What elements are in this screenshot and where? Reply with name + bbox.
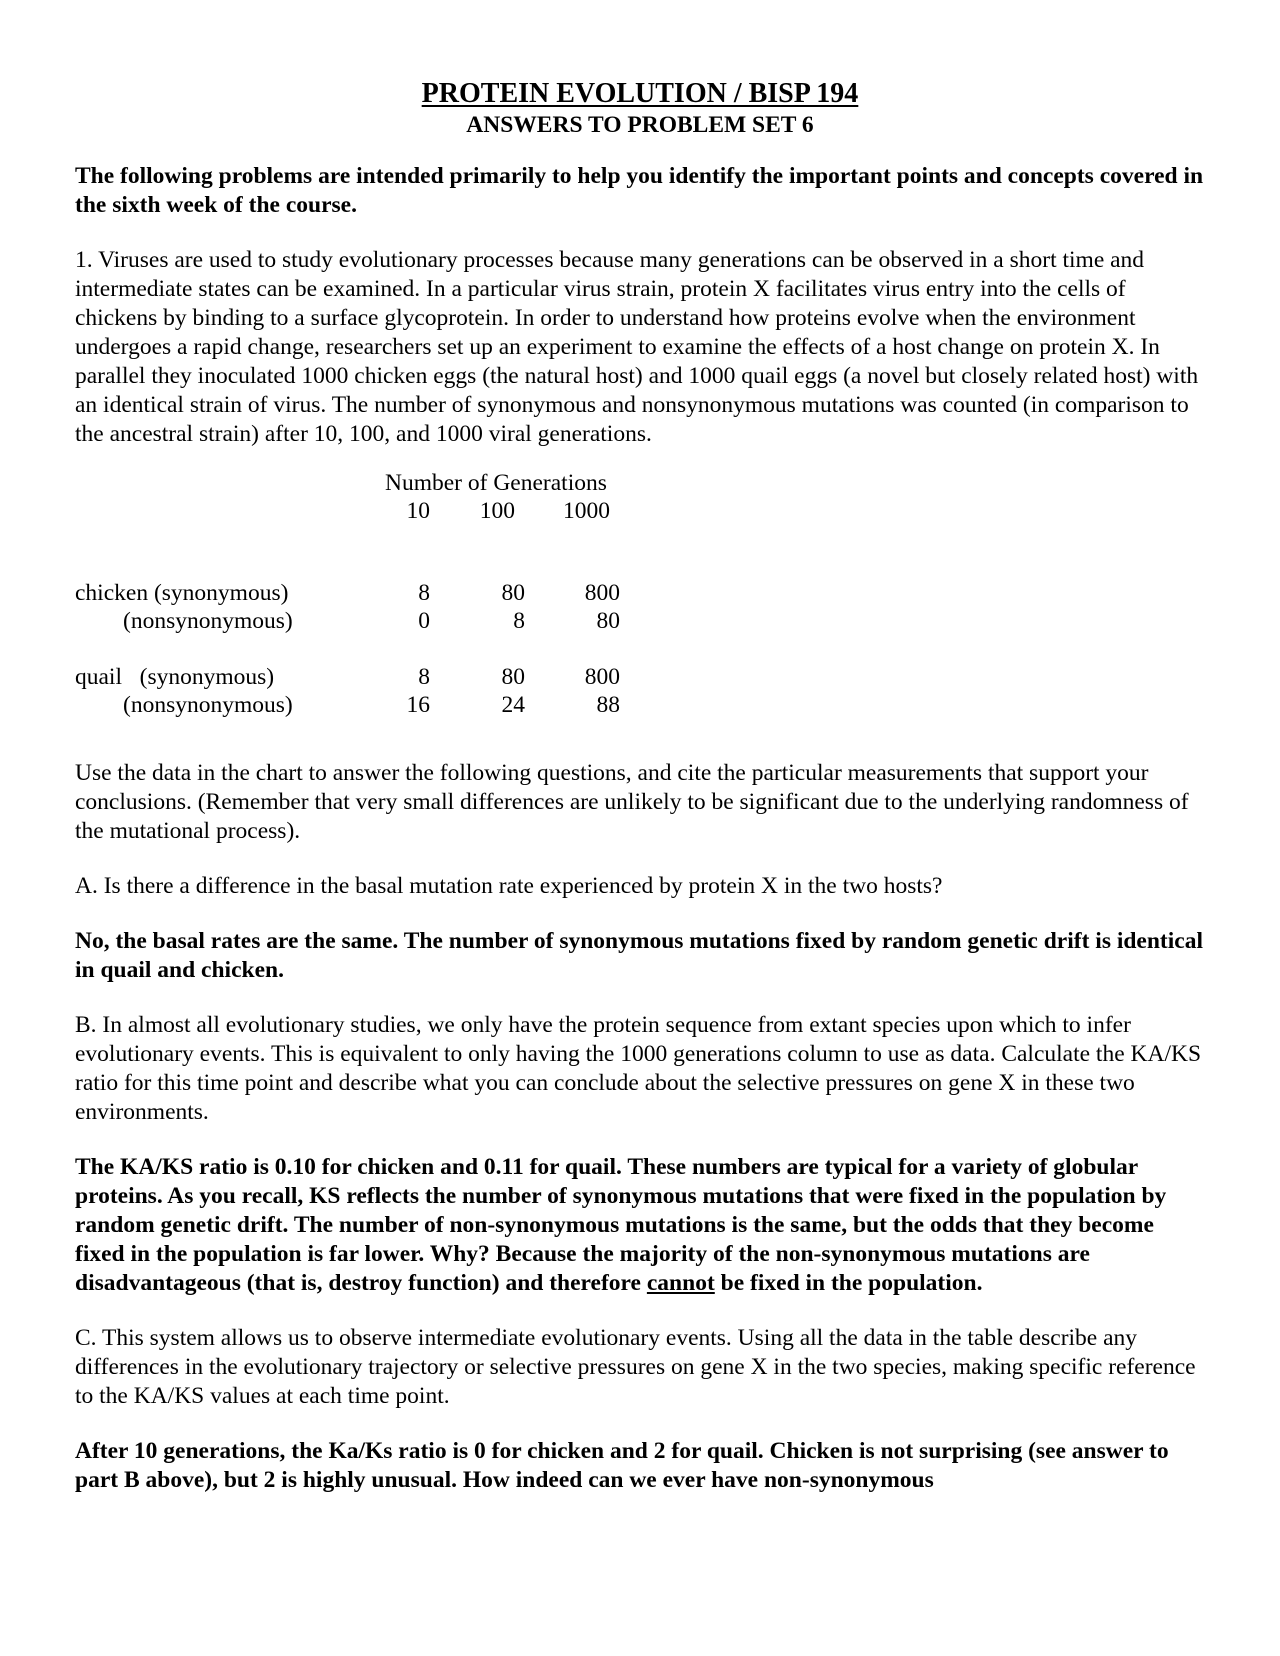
answer-c: After 10 generations, the Ka/Ks ratio is 0 for chicken and 2 for quail. Chicken is not surprising (see answer to part B above), but 2 is highly unusual. How indeed can we ever have non-synonymous [75,1438,1169,1493]
answer-b [75,1153,1205,1298]
table-cell: 8 [418,664,430,690]
row-label-quail-synonymous: quail (synonymous) [75,664,275,690]
answer-b-underlined-word: cannot [646,1270,715,1296]
table-cell: 16 [406,692,430,718]
row-label-chicken-nonsynonymous: (nonsynonymous) [123,608,293,634]
document-subtitle: ANSWERS TO PROBLEM SET 6 [466,112,814,138]
question-c: C. This system allows us to observe intermediate evolutionary events. Using all the data in the table describe any differences in the evolutionary trajectory or selective pressures on gene X in the two species, making specific reference to the KA/KS values at each time point. [75,1325,1196,1409]
table-cell: 0 [418,608,430,634]
intro-paragraph: The following problems are intended primarily to help you identify the important points and concepts covered in the sixth week of the course. [75,163,1204,218]
answer-b-text-end: be fixed in the population. [714,1270,983,1296]
question-a: A. Is there a difference in the basal mutation rate experienced by protein X in the two hosts? [75,873,943,899]
table-cell: 8 [418,580,430,606]
table-cell: 88 [596,692,620,718]
problem-1-text: 1. Viruses are used to study evolutionary processes because many generations can be observed in a short time and intermediate states can be examined. In a particular virus strain, protein X facilitates virus entry into the cells of chickens by binding to a surface glycoprotein. In order to understand how proteins evolve when the environment undergoes a rapid change, researchers set up an experiment to examine the effects of a host change on protein X. In parallel they inoculated 1000 chicken eggs (the natural host) and 1000 quail eggs (a novel but closely related host) with an identical strain of virus. The number of synonymous and nonsynonymous mutations was counted (in comparison to the ancestral strain) after 10, 100, and 1000 viral generations. [75,247,1199,447]
answer-b-text: The KA/KS ratio is 0.10 for chicken and 0.11 for quail. These numbers are typical for a variety of globular proteins. As you recall, KS reflects the number of synonymous mutations that were fixed in the population by random genetic drift. The number of non-synonymous mutations is the same, but the odds that they become fixed in the population is far lower. Why? Because the majority of the non-synonymous mutations are disadvantageous (that is, destroy function) and therefore [75,1154,1167,1296]
answer-a: No, the basal rates are the same. The number of synonymous mutations fixed by random genetic drift is identical in quail and chicken. [75,928,1203,983]
instructions-paragraph: Use the data in the chart to answer the following questions, and cite the particular measurements that support your conclusions. (Remember that very small differences are unlikely to be significant due to the underlying randomness of the mutational process). [75,760,1189,844]
question-b: B. In almost all evolutionary studies, we only have the protein sequence from extant species upon which to infer evolutionary events. This is equivalent to only having the 1000 generations column to use as data. Calculate the KA/KS ratio for this time point and describe what you can conclude about the selective pressures on gene X in these two environments. [75,1012,1202,1125]
column-header-10: 10 [406,498,430,524]
generations-table [75,469,1205,759]
table-cell: 24 [501,692,525,718]
table-header: Number of Generations [385,470,607,496]
row-label-chicken-synonymous: chicken (synonymous) [75,580,289,606]
table-cell: 80 [501,664,525,690]
table-cell: 8 [513,608,525,634]
table-cell: 80 [501,580,525,606]
row-label-quail-nonsynonymous: (nonsynonymous) [123,692,293,718]
table-cell: 80 [596,608,620,634]
column-header-1000: 1000 [563,498,610,524]
document-page [75,78,1205,1495]
document-title: PROTEIN EVOLUTION / BISP 194 [421,78,859,109]
table-cell: 800 [584,580,620,606]
column-header-100: 100 [479,498,515,524]
table-cell: 800 [584,664,620,690]
